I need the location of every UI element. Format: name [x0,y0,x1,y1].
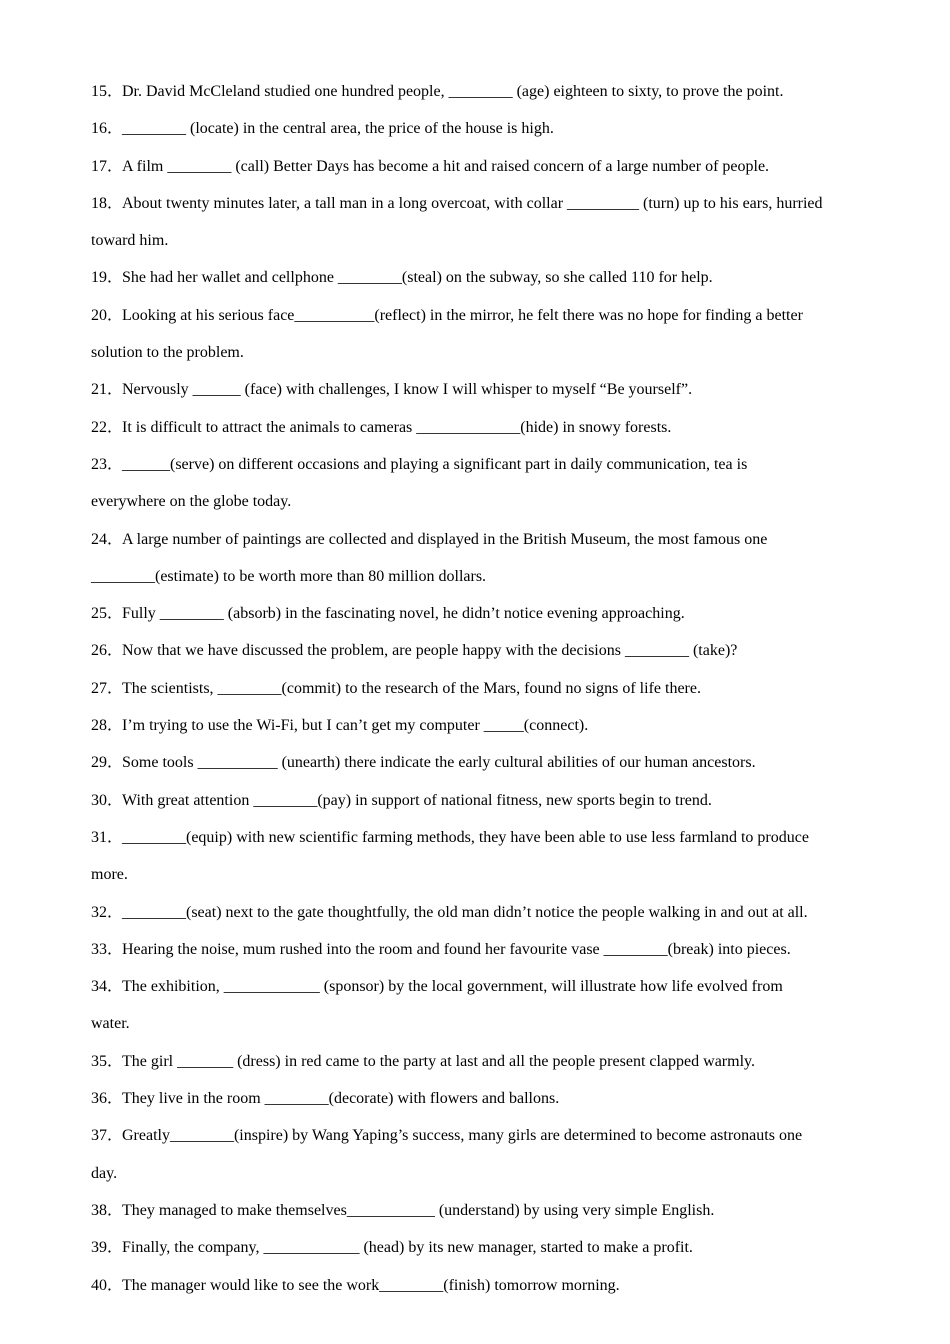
question-number: 40 [91,1276,107,1294]
question-text: Fully ________ (absorb) in the fascinating novel, he didn’t notice evening approaching. [122,605,685,623]
question-text: day. [91,1164,118,1182]
question-continuation [91,856,871,893]
question-continuation [91,1005,871,1042]
number-separator: ． [107,418,124,436]
question-number: 17 [91,157,107,175]
question-item [91,521,871,558]
question-item [91,931,871,968]
question-item [91,1192,871,1229]
question-text: Hearing the noise, mum rushed into the room and found her favourite vase ________(break) into pieces. [122,940,791,958]
question-text: The girl _______ (dress) in red came to the party at last and all the people present clapped warmly. [122,1052,755,1070]
number-separator: ． [107,530,124,548]
question-text: She had her wallet and cellphone ________(steal) on the subway, so she called 110 for help. [122,269,713,287]
question-number: 20 [91,306,107,324]
question-item [91,1043,871,1080]
question-number: 37 [91,1127,107,1145]
question-number: 38 [91,1201,107,1219]
question-number: 29 [91,754,107,772]
question-number: 15 [91,83,107,100]
number-separator: ． [107,679,124,697]
question-item [91,1229,871,1266]
number-separator: ． [107,940,124,958]
number-separator: ． [107,1090,124,1108]
number-separator: ． [107,306,124,324]
question-number: 35 [91,1052,107,1070]
question-text: The scientists, ________(commit) to the research of the Mars, found no signs of life there. [122,679,701,697]
number-separator: ． [107,381,124,399]
question-list [91,73,871,1304]
number-separator: ． [107,717,124,735]
question-continuation [91,334,871,371]
question-text: Now that we have discussed the problem, are people happy with the decisions ________ (take)? [122,642,738,660]
question-text: ________ (locate) in the central area, the price of the house is high. [122,120,554,138]
question-number: 39 [91,1239,107,1257]
question-text: more. [91,866,128,884]
question-item [91,670,871,707]
question-text: water. [91,1015,130,1033]
number-separator: ． [107,1127,124,1145]
question-text: Looking at his serious face__________(reflect) in the mirror, he felt there was no hope for finding a better [122,306,803,324]
question-item [91,894,871,931]
question-item [91,782,871,819]
number-separator: ． [107,828,124,846]
question-number: 18 [91,194,107,212]
question-text: solution to the problem. [91,344,244,362]
question-item [91,409,871,446]
question-number: 24 [91,530,107,548]
number-separator: ． [107,1201,124,1219]
question-text: With great attention ________(pay) in support of national fitness, new sports begin to trend. [122,791,712,809]
question-text: The exhibition, ____________ (sponsor) by the local government, will illustrate how life evolved from [122,978,783,996]
question-number: 25 [91,605,107,623]
question-number: 30 [91,791,107,809]
question-item [91,110,871,147]
question-item [91,185,871,222]
question-continuation [91,222,871,259]
number-separator: ． [107,978,124,996]
question-text: They live in the room ________(decorate) with flowers and ballons. [122,1090,560,1108]
number-separator: ． [107,605,124,623]
question-number: 36 [91,1090,107,1108]
number-separator: ． [107,194,124,212]
question-item [91,1080,871,1117]
number-separator: ． [107,83,124,100]
number-separator: ． [107,1052,124,1070]
question-continuation [91,1155,871,1192]
number-separator: ． [107,120,124,138]
number-separator: ． [107,791,124,809]
question-number: 28 [91,717,107,735]
number-separator: ． [107,455,124,473]
question-text: It is difficult to attract the animals to cameras _____________(hide) in snowy forests. [122,418,672,436]
question-item [91,819,871,856]
question-item [91,148,871,185]
question-continuation [91,483,871,520]
question-continuation [91,558,871,595]
question-item [91,1267,871,1304]
question-text: ________(seat) next to the gate thoughtfully, the old man didn’t notice the people walking in and out at all. [122,903,808,921]
question-text: Greatly________(inspire) by Wang Yaping’s success, many girls are determined to become astronauts one [122,1127,803,1145]
question-item [91,968,871,1005]
question-item [91,73,871,110]
question-text: A large number of paintings are collected and displayed in the British Museum, the most famous one [122,530,768,548]
question-text: everywhere on the globe today. [91,493,292,511]
question-text: ______(serve) on different occasions and playing a significant part in daily communication, tea is [122,455,748,473]
number-separator: ． [107,1276,124,1294]
question-text: Nervously ______ (face) with challenges, I know I will whisper to myself “Be yourself”. [122,381,693,399]
question-item [91,371,871,408]
question-item [91,1117,871,1154]
question-item [91,446,871,483]
question-text: They managed to make themselves___________ (understand) by using very simple English. [122,1201,715,1219]
question-number: 26 [91,642,107,660]
question-text: A film ________ (call) Better Days has become a hit and raised concern of a large number of people. [122,157,770,175]
question-number: 33 [91,940,107,958]
number-separator: ． [107,269,124,287]
number-separator: ． [107,157,124,175]
number-separator: ． [107,903,124,921]
question-number: 31 [91,828,107,846]
question-number: 21 [91,381,107,399]
question-number: 34 [91,978,107,996]
question-text: About twenty minutes later, a tall man in a long overcoat, with collar _________ (turn) up to his ears, hurried [122,194,823,212]
question-number: 19 [91,269,107,287]
question-item [91,707,871,744]
question-number: 27 [91,679,107,697]
question-text: The manager would like to see the work________(finish) tomorrow morning. [122,1276,620,1294]
number-separator: ． [107,642,124,660]
number-separator: ． [107,1239,124,1257]
question-text: I’m trying to use the Wi-Fi, but I can’t get my computer _____(connect). [122,717,589,735]
question-item [91,632,871,669]
question-text: ________(equip) with new scientific farming methods, they have been able to use less farmland to produce [122,828,809,846]
number-separator: ． [107,754,124,772]
question-item [91,297,871,334]
question-text: ________(estimate) to be worth more than 80 million dollars. [91,567,487,585]
question-item [91,595,871,632]
question-item [91,744,871,781]
question-text: Finally, the company, ____________ (head) by its new manager, started to make a profit. [122,1239,693,1257]
question-number: 22 [91,418,107,436]
question-number: 16 [91,120,107,138]
question-number: 23 [91,455,107,473]
question-text: Dr. David McCleland studied one hundred people, ________ (age) eighteen to sixty, to prove the point. [122,83,784,100]
question-text: toward him. [91,232,169,250]
question-text: Some tools __________ (unearth) there indicate the early cultural abilities of our human ancestors. [122,754,756,772]
question-number: 32 [91,903,107,921]
question-item [91,259,871,296]
